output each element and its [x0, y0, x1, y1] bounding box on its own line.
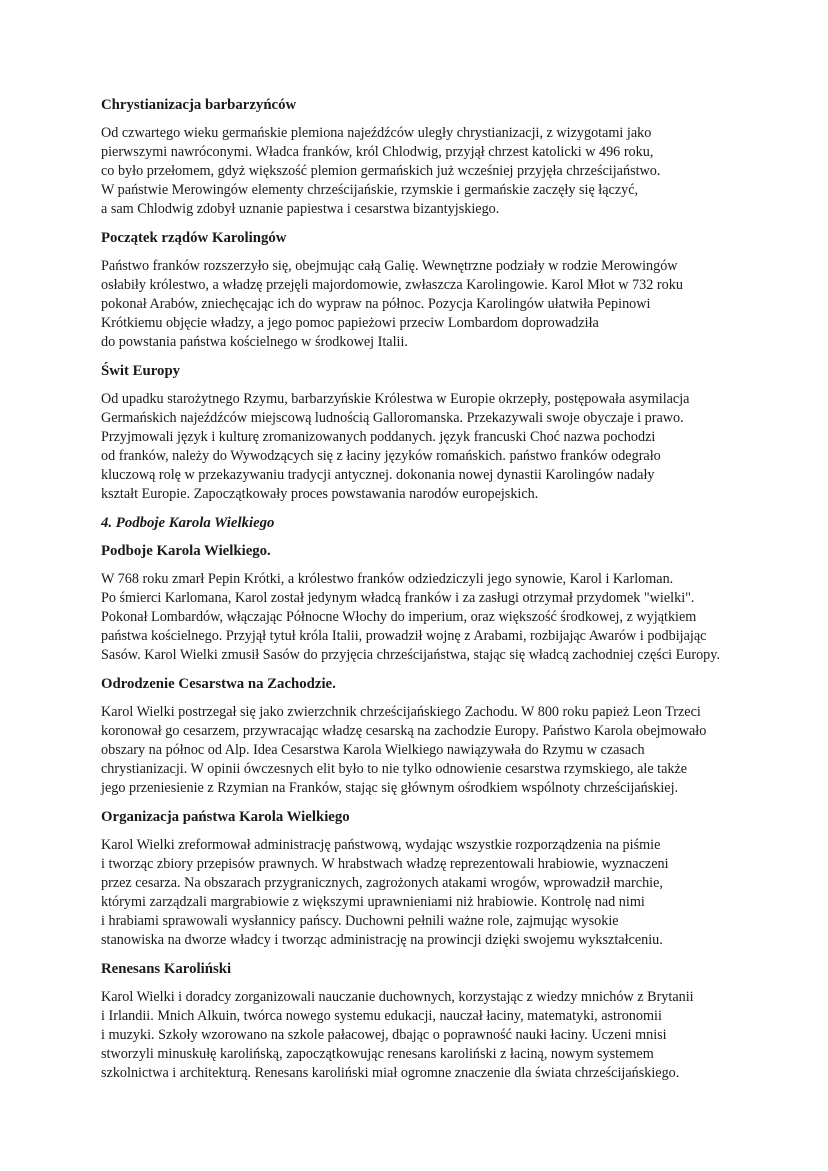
- text-line: i muzyki. Szkoły wzorowano na szkole pałacowej, dbając o poprawność nauki łaciny. Uczeni mnisi: [101, 1027, 667, 1043]
- text-line: od franków, należy do Wywodzących się z łaciny języków romańskich. państwo franków odegrało: [101, 448, 661, 464]
- section-poczatek-rzadow-karolingow: [101, 229, 768, 352]
- text-line: kluczową rolę w przekazywaniu tradycji antycznej. dokonania nowej dynastii Karolingów nadały: [101, 467, 655, 483]
- text-line: co było przełomem, gdyż większość plemion germańskich już wcześniej przyjęła chrześcijaństwo.: [101, 163, 661, 179]
- section-organizacja-panstwa: [101, 808, 768, 950]
- text-line: Karol Wielki postrzegał się jako zwierzchnik chrześcijańskiego Zachodu. W 800 roku papież Leon Trzeci: [101, 704, 701, 720]
- section-heading: Chrystianizacja barbarzyńców: [101, 97, 297, 113]
- text-line: W 768 roku zmarł Pepin Krótki, a królestwo franków odziedziczyli jego synowie, Karol i Karloman.: [101, 571, 674, 587]
- text-line: koronował go cesarzem, przywracając władzę cesarską na zachodzie Europy. Państwo Karola obejmowało: [101, 723, 707, 739]
- text-line: szkolnictwa i architekturą. Renesans karoliński miał ogromne znaczenie dla świata chrześcijańskiego.: [101, 1065, 680, 1081]
- text-line: i Irlandii. Mnich Alkuin, twórca nowego systemu edukacji, nauczał łaciny, matematyki, astronomii: [101, 1008, 662, 1024]
- text-line: obszary na północ od Alp. Idea Cesarstwa Karola Wielkiego nawiązywała do Rzymu w czasach: [101, 742, 645, 758]
- section-paragraph: [101, 988, 768, 1083]
- section-paragraph: [101, 836, 768, 950]
- text-line: Karol Wielki zreformował administrację państwową, wydając wszystkie rozporządzenia na piśmie: [101, 837, 661, 853]
- text-line: stworzyli minuskułę karolińską, zapoczątkowując renesans karoliński z łaciną, nowym systemem: [101, 1046, 654, 1062]
- text-line: państwa kościelnego. Przyjął tytuł króla Italii, prowadził wojnę z Arabami, rozbijając Awarów i podbijając: [101, 628, 707, 644]
- section-heading: Organizacja państwa Karola Wielkiego: [101, 809, 350, 825]
- section-renesans-karolinski: [101, 960, 768, 1083]
- text-line: a sam Chlodwig zdobył uznanie papiestwa i cesarstwa bizantyjskiego.: [101, 201, 500, 217]
- section-heading: Świt Europy: [101, 363, 181, 379]
- text-line: pierwszymi nawróconymi. Władca franków, król Chlodwig, przyjął chrzest katolicki w 496 roku,: [101, 144, 654, 160]
- text-line: Od upadku starożytnego Rzymu, barbarzyńskie Królestwa w Europie okrzepły, postępowała asymilacja: [101, 391, 690, 407]
- text-line: do powstania państwa kościelnego w środkowej Italii.: [101, 334, 408, 350]
- section-heading: Początek rządów Karolingów: [101, 230, 287, 246]
- text-line: Przyjmowali język i kulturę zromanizowanych poddanych. język francuski Choć nazwa pochodzi: [101, 429, 656, 445]
- text-line: przez cesarza. Na obszarach przygranicznych, zagrożonych atakami wrogów, wprowadził marchie,: [101, 875, 663, 891]
- section-odrodzenie-cesarstwa: [101, 675, 768, 798]
- text-line: Pokonał Lombardów, włączając Północne Włochy do imperium, oraz większość środkowej, z wyjątkiem: [101, 609, 697, 625]
- section-swit-europy: [101, 362, 768, 504]
- text-line: pokonał Arabów, zniechęcając ich do wypraw na północ. Pozycja Karolingów ułatwiła Pepinowi: [101, 296, 651, 312]
- section-paragraph: [101, 257, 768, 352]
- text-line: Sasów. Karol Wielki zmusił Sasów do przyjęcia chrześcijaństwa, stając się władcą zachodniej części Europy.: [101, 647, 720, 663]
- text-line: Państwo franków rozszerzyło się, obejmując całą Galię. Wewnętrzne podziały w rodzie Merowingów: [101, 258, 678, 274]
- text-line: Po śmierci Karlomana, Karol został jedynym władcą franków i za zasługi otrzymał przydomek "wielki".: [101, 590, 695, 606]
- text-line: Karol Wielki i doradcy zorganizowali nauczanie duchownych, korzystając z wiedzy mnichów z Brytanii: [101, 989, 694, 1005]
- text-line: Germańskich najeźdźców miejscową ludnością Galloromanska. Przekazywali swoje obyczaje i prawo.: [101, 410, 684, 426]
- chapter-heading: 4. Podboje Karola Wielkiego: [101, 515, 275, 531]
- text-line: którymi zarządzali margrabiowie z większymi uprawnieniami niż hrabiowie. Kontrolę nad nimi: [101, 894, 645, 910]
- text-line: Od czwartego wieku germańskie plemiona najeźdźców uległy chrystianizacji, z wizygotami jako: [101, 125, 652, 141]
- text-line: W państwie Merowingów elementy chrześcijańskie, rzymskie i germańskie zaczęły się łączyć,: [101, 182, 639, 198]
- section-heading: Podboje Karola Wielkiego.: [101, 543, 271, 559]
- section-heading: Odrodzenie Cesarstwa na Zachodzie.: [101, 676, 336, 692]
- text-line: kształt Europie. Zapoczątkowały proces powstawania narodów europejskich.: [101, 486, 539, 502]
- section-paragraph: [101, 570, 768, 665]
- section-paragraph: [101, 703, 768, 798]
- text-line: i tworząc zbiory przepisów prawnych. W hrabstwach władzę reprezentowali hrabiowie, wyznaczeni: [101, 856, 669, 872]
- section-paragraph: [101, 390, 768, 504]
- text-line: jego przeniesienie z Rzymian na Franków, stając się głównym ośrodkiem wspólnoty chrześcijańskiej.: [101, 780, 679, 796]
- section-heading: Renesans Karoliński: [101, 961, 232, 977]
- text-line: i hrabiami sprawowali wysłannicy pańscy. Duchowni pełnili ważne role, zajmując wysokie: [101, 913, 619, 929]
- section-podboje-karola-wielkiego: [101, 542, 768, 665]
- section-chrystianizacja: [101, 96, 768, 219]
- text-line: osłabiły królestwo, a władzę przejęli majordomowie, zwłaszcza Karolingowie. Karol Młot w 732 roku: [101, 277, 683, 293]
- text-line: chrystianizacji. W opinii ówczesnych elit było to nie tylko odnowienie cesarstwa rzymskiego, ale także: [101, 761, 688, 777]
- section-paragraph: [101, 124, 768, 219]
- text-line: Krótkiemu objęcie władzy, a jego pomoc papieżowi przeciw Lombardom doprowadziła: [101, 315, 599, 331]
- section-chapter-4-title: [101, 514, 768, 533]
- text-line: stanowiska na dworze władcy i tworząc administrację na prowincji dzięki swojemu wykształceniu.: [101, 932, 663, 948]
